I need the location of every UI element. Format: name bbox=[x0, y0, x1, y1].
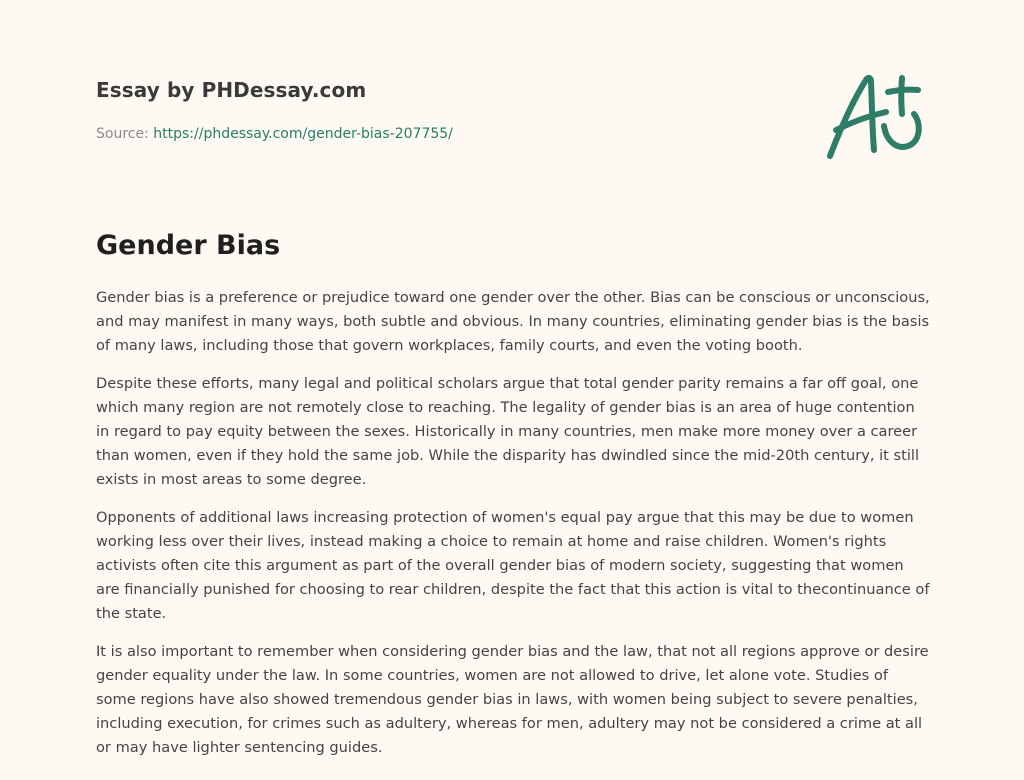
essay-paragraph: It is also important to remember when considering gender bias and the law, that not all regions approve or desire gender equality under the law. In some countries, women are not allowed to drive, let alone vote. Studies of some regions have also showed tremendous gender bias in laws, with women being subject to severe penalties, including execution, for crimes such as adultery, whereas for men, adultery may not be considered a crime at all or may have lighter sentencing guides. bbox=[96, 643, 929, 756]
essay-paragraph: Opponents of additional laws increasing protection of women's equal pay argue that this may be due to women working less over their lives, instead making a choice to remain at home and raise children. Women's rights activists often cite this argument as part of the overall gender bias of modern society, suggesting that women are financially punished for choosing to rear children, despite the fact that this action is vital to thecontinuance of the state. bbox=[96, 509, 930, 622]
essay-body bbox=[96, 286, 930, 774]
source-line bbox=[96, 124, 796, 144]
source-label: Source: bbox=[96, 126, 154, 142]
a-plus-grade-icon bbox=[822, 68, 928, 164]
essay-header bbox=[96, 76, 796, 144]
essay-paragraph: Despite these efforts, many legal and political scholars argue that total gender parity remains a far off goal, one which many region are not remotely close to reaching. The legality of gender bias is an area of huge contention in regard to pay equity between the sexes. Historically in many countries, men make more money over a career than women, even if they hold the same job. While the disparity has dwindled since the mid-20th century, it still exists in most areas to some degree. bbox=[96, 375, 920, 488]
source-link[interactable]: https://phdessay.com/gender-bias-207755/ bbox=[153, 126, 453, 142]
essay-title: Gender Bias bbox=[96, 230, 281, 261]
essay-by-heading: Essay by PHDessay.com bbox=[96, 78, 367, 102]
essay-paragraph: Gender bias is a preference or prejudice toward one gender over the other. Bias can be conscious or unconscious, and may manifest in many ways, both subtle and obvious. In many countries, eliminating gender bias is the basis of many laws, including those that govern workplaces, family courts, and even the voting booth. bbox=[96, 289, 930, 354]
